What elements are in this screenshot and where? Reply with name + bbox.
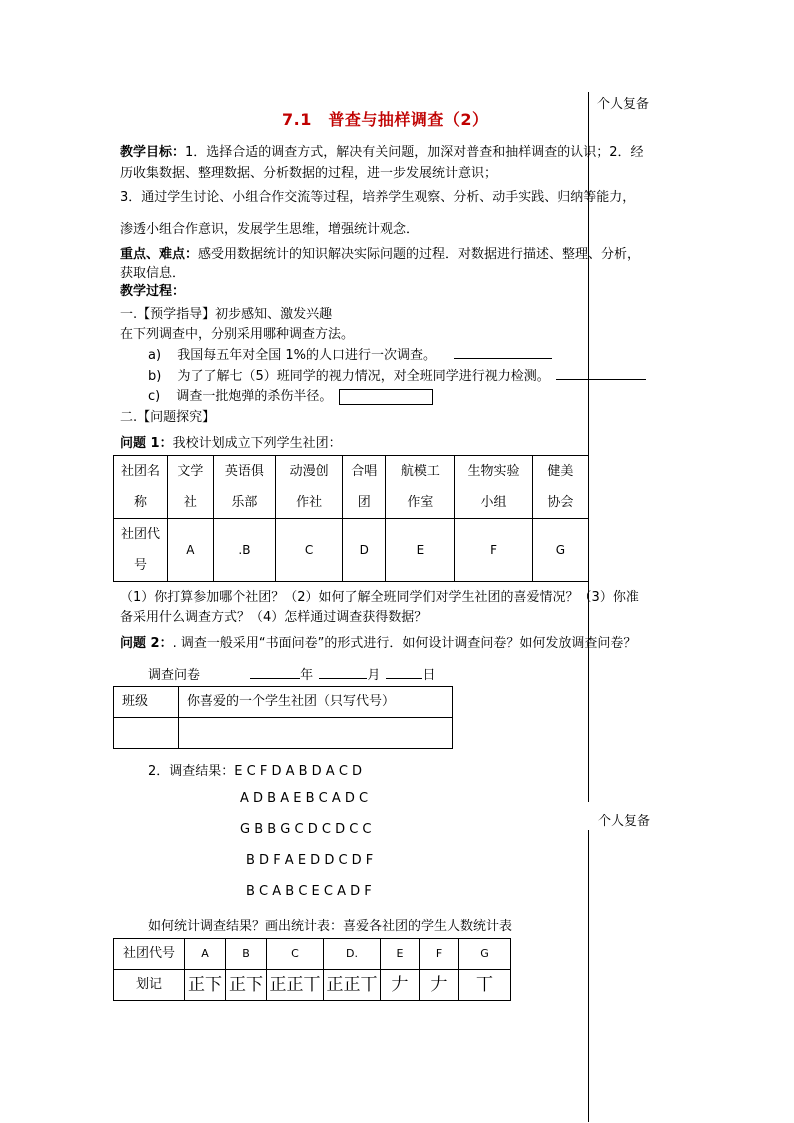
club-code-cell: A bbox=[168, 519, 214, 582]
goals-line-1 bbox=[120, 141, 644, 160]
question-c-text: 调查一批炮弹的杀伤半径。 bbox=[176, 389, 333, 404]
survey-month-blank[interactable] bbox=[319, 666, 367, 679]
sidebar-divider-bottom bbox=[588, 830, 589, 1122]
question-a-mark: a) bbox=[148, 348, 162, 363]
tally-code-row bbox=[114, 939, 511, 970]
tally-table bbox=[113, 938, 511, 1001]
tally-cell: 𠂇 bbox=[420, 970, 459, 1001]
question-c-mark: c) bbox=[148, 389, 161, 404]
club-name-header: 社团名 称 bbox=[114, 456, 168, 519]
intro-text: 在下列调查中，分别采用哪种调查方法。 bbox=[120, 327, 355, 342]
tally-cell: 正正丅 bbox=[324, 970, 381, 1001]
club-code-cell: C bbox=[276, 519, 343, 582]
tally-row-label: 划记 bbox=[114, 970, 185, 1001]
stat-prompt: 如何统计调查结果？画出统计表：喜爱各社团的学生人数统计表 bbox=[148, 919, 513, 934]
question-b bbox=[148, 365, 646, 384]
problem-1-label: 问题 1： bbox=[120, 436, 173, 451]
club-code-row bbox=[114, 519, 589, 582]
survey-year-blank[interactable] bbox=[250, 666, 300, 679]
goals-line-2: 历收集数据、整理数据、分析数据的过程，进一步发展统计意识； bbox=[120, 166, 498, 181]
tally-cell: 𠂇 bbox=[381, 970, 420, 1001]
problem-2-label: 问题 2： bbox=[120, 636, 173, 651]
survey-title: 调查问卷 bbox=[148, 668, 201, 683]
goals-line-3: 3．通过学生讨论、小组合作交流等过程，培养学生观察、分析、动手实践、归纳等能力， bbox=[120, 190, 636, 205]
club-code-cell: E bbox=[386, 519, 455, 582]
club-name-cell: 动漫创 作社 bbox=[276, 456, 343, 519]
tally-cell: 正正丅 bbox=[267, 970, 324, 1001]
club-code-cell: .B bbox=[213, 519, 276, 582]
tally-code-cell: B bbox=[226, 939, 267, 970]
result-row: E C F D A B D A C D bbox=[234, 764, 363, 779]
answer-box-c[interactable] bbox=[339, 389, 433, 405]
question-b-mark: b) bbox=[148, 369, 162, 384]
goals-label: 教学目标： bbox=[120, 145, 186, 160]
tally-cell: 正下 bbox=[185, 970, 226, 1001]
question-b-text: 为了了解七（5）班同学的视力情况，对全班同学进行视力检测。 bbox=[177, 369, 550, 384]
tally-code-cell: F bbox=[420, 939, 459, 970]
survey-header-row bbox=[114, 687, 453, 718]
section-2-heading: 二.【问题探究】 bbox=[120, 410, 216, 425]
question-a bbox=[148, 344, 552, 363]
key-text-1: 感受用数据统计的知识解决实际问题的过程．对数据进行描述、整理、分析， bbox=[198, 247, 641, 262]
result-line-1 bbox=[148, 760, 362, 779]
survey-col-class: 班级 bbox=[114, 687, 179, 718]
tally-code-cell: A bbox=[185, 939, 226, 970]
club-name-cell: 生物实验 小组 bbox=[455, 456, 532, 519]
problem-2 bbox=[120, 632, 636, 651]
question-a-text: 我国每五年对全国 1%的人口进行一次调查。 bbox=[177, 348, 436, 363]
club-name-cell: 健美 协会 bbox=[532, 456, 588, 519]
goals-line-4: 渗透小组合作意识，发展学生思维，增强统计观念． bbox=[120, 222, 420, 237]
key-line-2: 获取信息． bbox=[120, 266, 186, 281]
survey-club-input[interactable] bbox=[179, 718, 453, 749]
result-row: B C A B C E C A D F bbox=[246, 884, 372, 899]
survey-day-label: 日 bbox=[422, 668, 436, 683]
club-table bbox=[113, 455, 589, 582]
tally-cell: 正下 bbox=[226, 970, 267, 1001]
problem-1-followup-2: 备采用什么调查方式？（4）怎样通过调查获得数据？ bbox=[120, 610, 428, 625]
section-1-heading: 一.【预学指导】初步感知、激发兴趣 bbox=[120, 307, 333, 322]
club-code-cell: F bbox=[455, 519, 532, 582]
result-row: B D F A E D D C D F bbox=[246, 853, 374, 868]
key-line-1 bbox=[120, 243, 640, 262]
club-name-row bbox=[114, 456, 589, 519]
question-c bbox=[148, 385, 433, 405]
tally-mark-row bbox=[114, 970, 511, 1001]
club-name-cell: 合唱 团 bbox=[342, 456, 385, 519]
result-row: A D B A E B C A D C bbox=[240, 791, 369, 806]
survey-class-input[interactable] bbox=[114, 718, 179, 749]
club-name-cell: 航模工 作室 bbox=[386, 456, 455, 519]
problem-1 bbox=[120, 432, 342, 451]
tally-code-cell: C bbox=[267, 939, 324, 970]
answer-blank-b[interactable] bbox=[556, 367, 646, 380]
sidebar-label-bottom: 个人复备 bbox=[598, 814, 651, 829]
survey-col-club: 你喜爱的一个学生社团（只写代号） bbox=[179, 687, 453, 718]
sidebar-label-top: 个人复备 bbox=[597, 97, 650, 112]
club-name-cell: 文学 社 bbox=[168, 456, 214, 519]
tally-code-header: 社团代号 bbox=[114, 939, 185, 970]
problem-1-followup-1: （1）你打算参加哪个社团？（2）如何了解全班同学们对学生社团的喜爱情况？（3）你准 bbox=[120, 590, 639, 605]
club-code-cell: G bbox=[532, 519, 588, 582]
survey-table bbox=[113, 686, 453, 749]
tally-code-cell: D. bbox=[324, 939, 381, 970]
tally-cell: 丅 bbox=[459, 970, 511, 1001]
key-label: 重点、难点： bbox=[120, 247, 199, 262]
tally-code-cell: G bbox=[459, 939, 511, 970]
process-label: 教学过程： bbox=[120, 284, 186, 299]
survey-day-blank[interactable] bbox=[386, 666, 422, 679]
result-row: G B B G C D C D C C bbox=[240, 822, 372, 837]
goals-text-1: 1．选择合适的调查方式，解决有关问题，加深对普查和抽样调查的认识；2．经 bbox=[185, 145, 644, 160]
survey-answer-row bbox=[114, 718, 453, 749]
club-code-cell: D bbox=[342, 519, 385, 582]
club-name-cell: 英语俱 乐部 bbox=[213, 456, 276, 519]
result-label: 2．调查结果： bbox=[148, 764, 235, 779]
club-code-header: 社团代 号 bbox=[114, 519, 168, 582]
page-title: 7.1 普查与抽样调查（2） bbox=[282, 110, 489, 129]
survey-month-label: 月 bbox=[367, 668, 381, 683]
problem-1-text: 我校计划成立下列学生社团： bbox=[172, 436, 342, 451]
survey-header bbox=[148, 664, 435, 683]
survey-year-label: 年 bbox=[300, 668, 314, 683]
answer-blank-a[interactable] bbox=[454, 346, 552, 359]
problem-2-text: . 调查一般采用“书面问卷”的形式进行．如何设计调查问卷？如何发放调查问卷？ bbox=[172, 636, 637, 651]
tally-code-cell: E bbox=[381, 939, 420, 970]
